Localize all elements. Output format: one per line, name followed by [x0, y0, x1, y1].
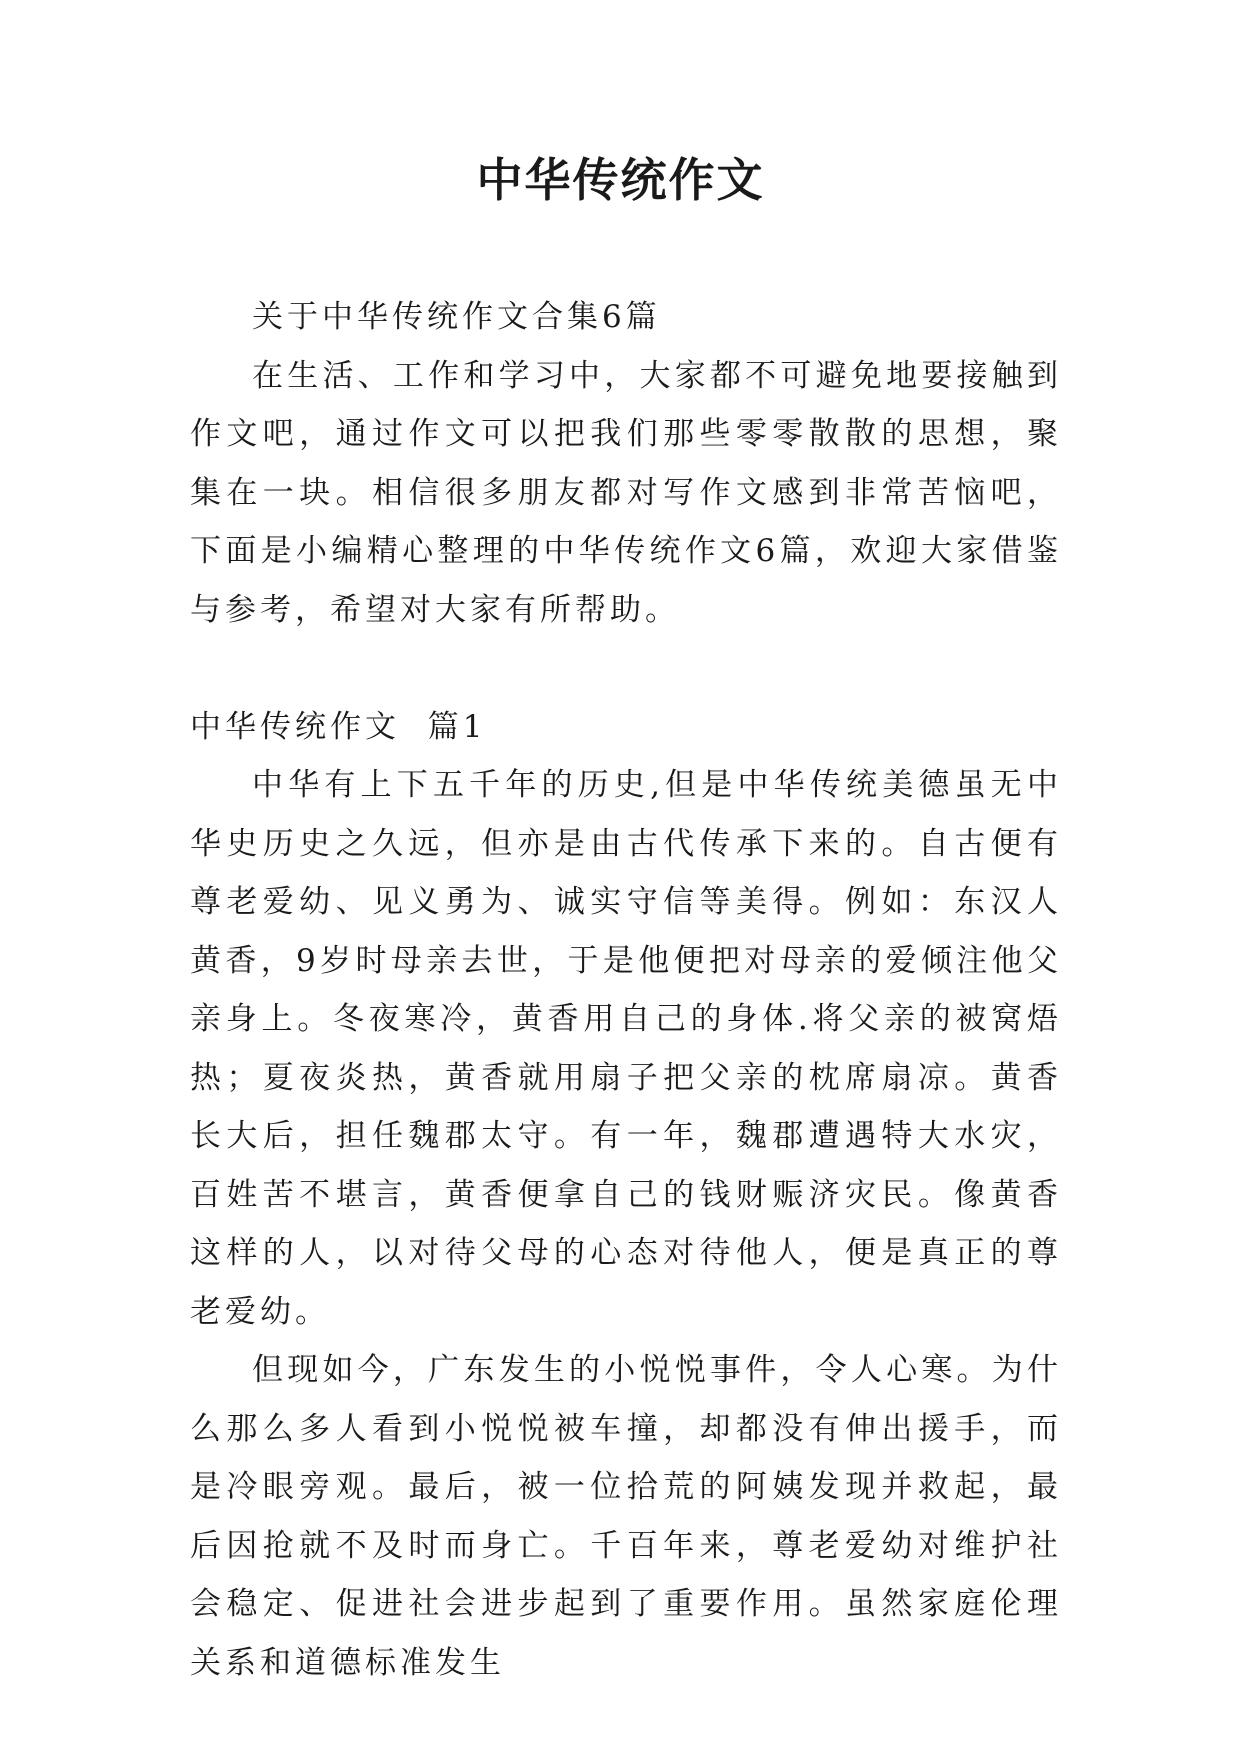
section-heading: 中华传统作文 篇1 [190, 708, 487, 745]
body-paragraph: 中华有上下五千年的历史,但是中华传统美德虽无中华史历史之久远，但亦是由古代传承下来的。自古便有尊老爱幼、见义勇为、诚实守信等美得。例如：东汉人黄香，9岁时母亲去世，于是他便把对母亲的爱倾注他父亲身上。冬夜寒冷，黄香用自己的身体.将父亲的被窝焐热；夏夜炎热，黄香就用扇子把父亲的枕席扇凉。黄香长大后，担任魏郡太守。有一年，魏郡遭遇特大水灾，百姓苦不堪言，黄香便拿自己的钱财赈济灾民。像黄香这样的人，以对待父母的心态对待他人，便是真正的尊老爱幼。 [190, 767, 1062, 1330]
body-paragraph: 但现如今，广东发生的小悦悦事件，令人心寒。为什么那么多人看到小悦悦被车撞，却都没有伸出援手，而是冷眼旁观。最后，被一位拾荒的阿姨发现并救起，最后因抢就不及时而身亡。千百年来，尊老爱幼对维护社会稳定、促进社会进步起到了重要作用。虽然家庭伦理关系和道德标准发生 [190, 1352, 1062, 1681]
document-body [190, 288, 1062, 1692]
document-title: 中华传统作文 [476, 153, 765, 207]
section-spacer [190, 639, 1062, 698]
intro-paragraph: 在生活、工作和学习中，大家都不可避免地要接触到作文吧，通过作文可以把我们那些零零散散的思想，聚集在一块。相信很多朋友都对写作文感到非常苦恼吧，下面是小编精心整理的中华传统作文6篇，欢迎大家借鉴与参考，希望对大家有所帮助。 [190, 357, 1062, 628]
document-subtitle: 关于中华传统作文合集6篇 [252, 299, 661, 335]
